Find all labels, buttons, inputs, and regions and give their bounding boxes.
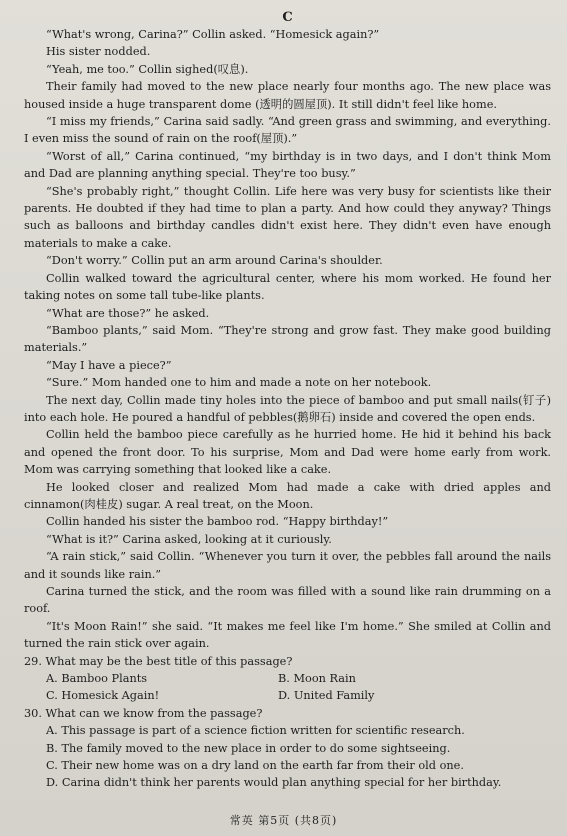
passage-paragraph: “Don't worry.” Collin put an arm around Carina's shoulder. xyxy=(46,254,383,268)
page-footer: 常英 第5页 (共8页) xyxy=(229,814,338,827)
passage-paragraph: “Sure.” Mom handed one to him and made a note on her notebook. xyxy=(46,376,432,390)
passage-paragraph: “Worst of all,” Carina continued, “my birthday is in two days, and I don't think Mom and Dad are planning anything special. They're too busy.” xyxy=(24,149,551,181)
passage-paragraph: “What's wrong, Carina?” Collin asked. “Homesick again?” xyxy=(46,28,380,41)
option-b[interactable]: B. Moon Rain xyxy=(278,672,356,686)
option-c[interactable]: C. Their new home was on a dry land on the earth far from their old one. xyxy=(46,759,464,773)
option-b[interactable]: B. The family moved to the new place in order to do some sightseeing. xyxy=(46,741,451,755)
option-a[interactable]: A. This passage is part of a science fiction written for scientific research. xyxy=(46,724,465,738)
option-d[interactable]: D. Carina didn't think her parents would plan anything special for her birthday. xyxy=(46,776,502,790)
passage-paragraph: Their family had moved to the new place nearly four months ago. The new place was housed inside a huge transparent dome (透明的圆屋顶). It still didn't feel like home. xyxy=(24,80,551,111)
passage-paragraph: “May I have a piece?” xyxy=(46,358,172,372)
options-row xyxy=(24,670,551,687)
section-letter: C xyxy=(282,10,293,25)
passage-paragraph: “She's probably right,” thought Collin. Life here was very busy for scientists like their parents. He doubted if they had time to plan a party. And how could they anyway? Things such as balloons and birthday candles didn't exist here. They didn't even have enough materials to make a cake. xyxy=(24,184,551,250)
passage-paragraph: Carina turned the stick, and the room was filled with a sound like rain drumming on a roof. xyxy=(24,585,551,616)
passage-paragraph: He looked closer and realized Mom had made a cake with dried apples and cinnamon(肉桂皮) sugar. A real treat, on the Moon. xyxy=(24,480,551,511)
passage-paragraph: “It's Moon Rain!” she said. “It makes me feel like I'm home.” She smiled at Collin and turned the rain stick over again. xyxy=(24,619,551,651)
options-row xyxy=(24,687,551,704)
question-stem: 30. What can we know from the passage? xyxy=(24,706,263,720)
passage-paragraph: “What is it?” Carina asked, looking at it curiously. xyxy=(46,532,332,546)
passage-paragraph: “Bamboo plants,” said Mom. “They're strong and grow fast. They make good building materials.” xyxy=(24,323,551,355)
passage-paragraph: “I miss my friends,” Carina said sadly. “And green grass and swimming, and everything. I even miss the sound of rain on the roof(屋顶).” xyxy=(24,115,551,146)
passage-paragraph: “Yeah, me too.” Collin sighed(叹息). xyxy=(46,62,249,76)
passage-paragraph: “A rain stick,” said Collin. “Whenever you turn it over, the pebbles fall around the nails and it sounds like rain.” xyxy=(24,550,551,581)
question-30 xyxy=(24,705,551,792)
passage xyxy=(24,26,551,653)
passage-paragraph: Collin held the bamboo piece carefully as he hurried home. He hid it behind his back and opened the front door. To his surprise, Mom and Dad were home early from work. Mom was carrying something that looked like a cake. xyxy=(24,428,551,477)
passage-paragraph: “What are those?” he asked. xyxy=(46,306,210,320)
question-stem: 29. What may be the best title of this passage? xyxy=(24,654,293,668)
option-d[interactable]: D. United Family xyxy=(278,689,375,703)
passage-paragraph: The next day, Collin made tiny holes into the piece of bamboo and put small nails(钉子) into each hole. He poured a handful of pebbles(鹅卵石) inside and covered the open ends. xyxy=(24,393,551,424)
passage-paragraph: His sister nodded. xyxy=(46,45,151,59)
option-a[interactable]: A. Bamboo Plants xyxy=(46,672,148,686)
passage-paragraph: Collin walked toward the agricultural center, where his mom worked. He found her taking notes on some tall tube-like plants. xyxy=(24,271,551,303)
option-c[interactable]: C. Homesick Again! xyxy=(46,689,160,703)
question-29 xyxy=(24,653,551,705)
passage-paragraph: Collin handed his sister the bamboo rod. “Happy birthday!” xyxy=(46,515,389,529)
